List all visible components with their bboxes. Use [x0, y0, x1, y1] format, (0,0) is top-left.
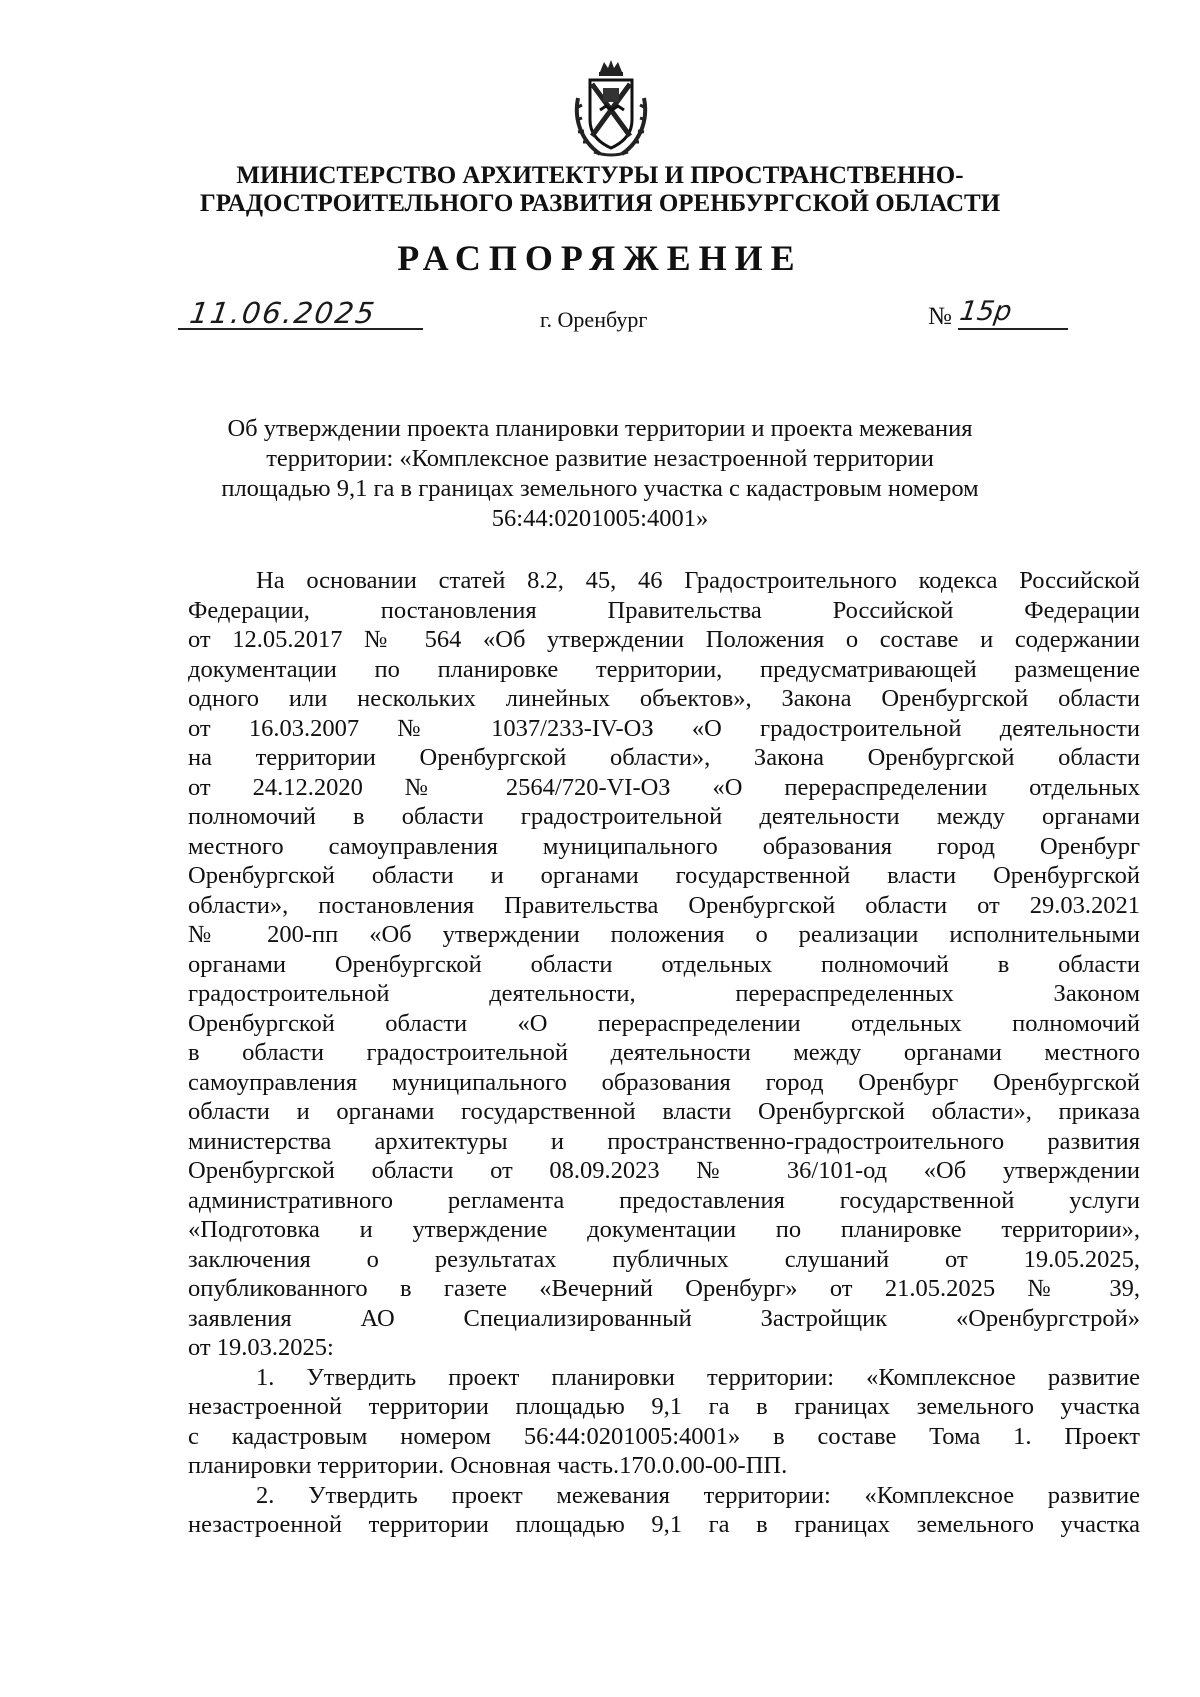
subject-line: Об утверждении проекта планировки территории и проекта межевания — [227, 415, 973, 442]
body-line: Оренбургской области и органами государственной власти Оренбургской — [188, 862, 1140, 889]
body-line: 1. Утвердить проект планировки территории: «Комплексное развитие — [256, 1363, 1140, 1391]
city-label: г. Оренбург — [540, 307, 648, 332]
body-line: от 12.05.2017 № 564 «Об утверждении Положения о составе и содержании — [188, 626, 1140, 653]
body-line: заключения о результатах публичных слушаний от 19.05.2025, — [188, 1245, 1140, 1273]
ministry-name-line-2: ГРАДОСТРОИТЕЛЬНОГО РАЗВИТИЯ ОРЕНБУРГСКОЙ ОБЛАСТИ — [199, 190, 1001, 217]
body-line: На основании статей 8.2, 45, 46 Градостроительного кодекса Российской — [256, 567, 1140, 594]
body-line: Федерации, постановления Правительства Российской Федерации — [188, 596, 1140, 624]
body-line: градостроительной деятельности, перераспределенных Законом — [188, 980, 1140, 1007]
body-line: Оренбургской области от 08.09.2023 № 36/101-од «Об утверждении — [188, 1157, 1140, 1184]
date-underline — [178, 328, 423, 330]
body-line: административного регламента предоставления государственной услуги — [188, 1186, 1140, 1214]
handwritten-number: 15р — [957, 296, 1014, 327]
body-line: местного самоуправления муниципального образования город Оренбург — [188, 832, 1140, 860]
body-line: от 19.03.2025: — [188, 1334, 334, 1361]
number-underline — [958, 328, 1068, 330]
body-line: от 24.12.2020 № 2564/720-VI-ОЗ «О перераспределении отдельных — [188, 773, 1140, 801]
subject-line: 56:44:0201005:4001» — [491, 505, 709, 532]
subject-line: территории: «Комплексное развитие незастроенной территории — [266, 445, 934, 472]
handwritten-date: 11.06.2025 — [187, 296, 379, 330]
body-line: в области градостроительной деятельности между органами местного — [188, 1039, 1140, 1066]
body-line: Оренбургской области «О перераспределении отдельных полномочий — [188, 1009, 1140, 1037]
coat-of-arms-emblem — [570, 58, 652, 158]
body-line: заявления АО Специализированный Застройщик «Оренбургстрой» — [188, 1304, 1140, 1332]
subject-line: площадью 9,1 га в границах земельного участка с кадастровым номером — [221, 475, 979, 502]
body-line: самоуправления муниципального образования город Оренбург Оренбургской — [188, 1068, 1140, 1096]
body-line: на территории Оренбургской области», Закона Оренбургской области — [188, 744, 1140, 771]
body-line: области и органами государственной власти Оренбургской области», приказа — [188, 1098, 1140, 1125]
document-body — [188, 566, 1140, 1540]
ministry-name-line-1: МИНИСТЕРСТВО АРХИТЕКТУРЫ И ПРОСТРАНСТВЕННО- — [236, 162, 964, 189]
body-line: полномочий в области градостроительной деятельности между органами — [188, 803, 1140, 830]
document-type-heading: РАСПОРЯЖЕНИЕ — [397, 238, 803, 278]
body-line: незастроенной территории площадью 9,1 га в границах земельного участка — [188, 1511, 1140, 1538]
body-line: с кадастровым номером 56:44:0201005:4001» в составе Тома 1. Проект — [188, 1422, 1140, 1450]
body-line: министерства архитектуры и пространственно-градостроительного развития — [188, 1127, 1140, 1155]
body-line: опубликованного в газете «Вечерний Оренбург» от 21.05.2025 № 39, — [188, 1275, 1140, 1302]
body-line: документации по планировке территории, предусматривающей размещение — [188, 655, 1140, 683]
body-line: от 16.03.2007 № 1037/233-IV-ОЗ «О градостроительной деятельности — [188, 714, 1140, 742]
body-line: органами Оренбургской области отдельных полномочий в области — [188, 950, 1140, 978]
body-line: планировки территории. Основная часть.170.0.00-00-ПП. — [188, 1452, 788, 1479]
body-line: незастроенной территории площадью 9,1 га в границах земельного участка — [188, 1393, 1140, 1420]
body-line: одного или нескольких линейных объектов», Закона Оренбургской области — [188, 685, 1140, 712]
body-line: 2. Утвердить проект межевания территории: «Комплексное развитие — [256, 1481, 1140, 1509]
number-label: № — [928, 303, 952, 330]
document-subject — [150, 414, 1050, 534]
body-line: № 200-пп «Об утверждении положения о реализации исполнительными — [188, 921, 1140, 948]
body-line: области», постановления Правительства Оренбургской области от 29.03.2021 — [188, 891, 1140, 919]
body-line: «Подготовка и утверждение документации по планировке территории», — [188, 1216, 1140, 1243]
